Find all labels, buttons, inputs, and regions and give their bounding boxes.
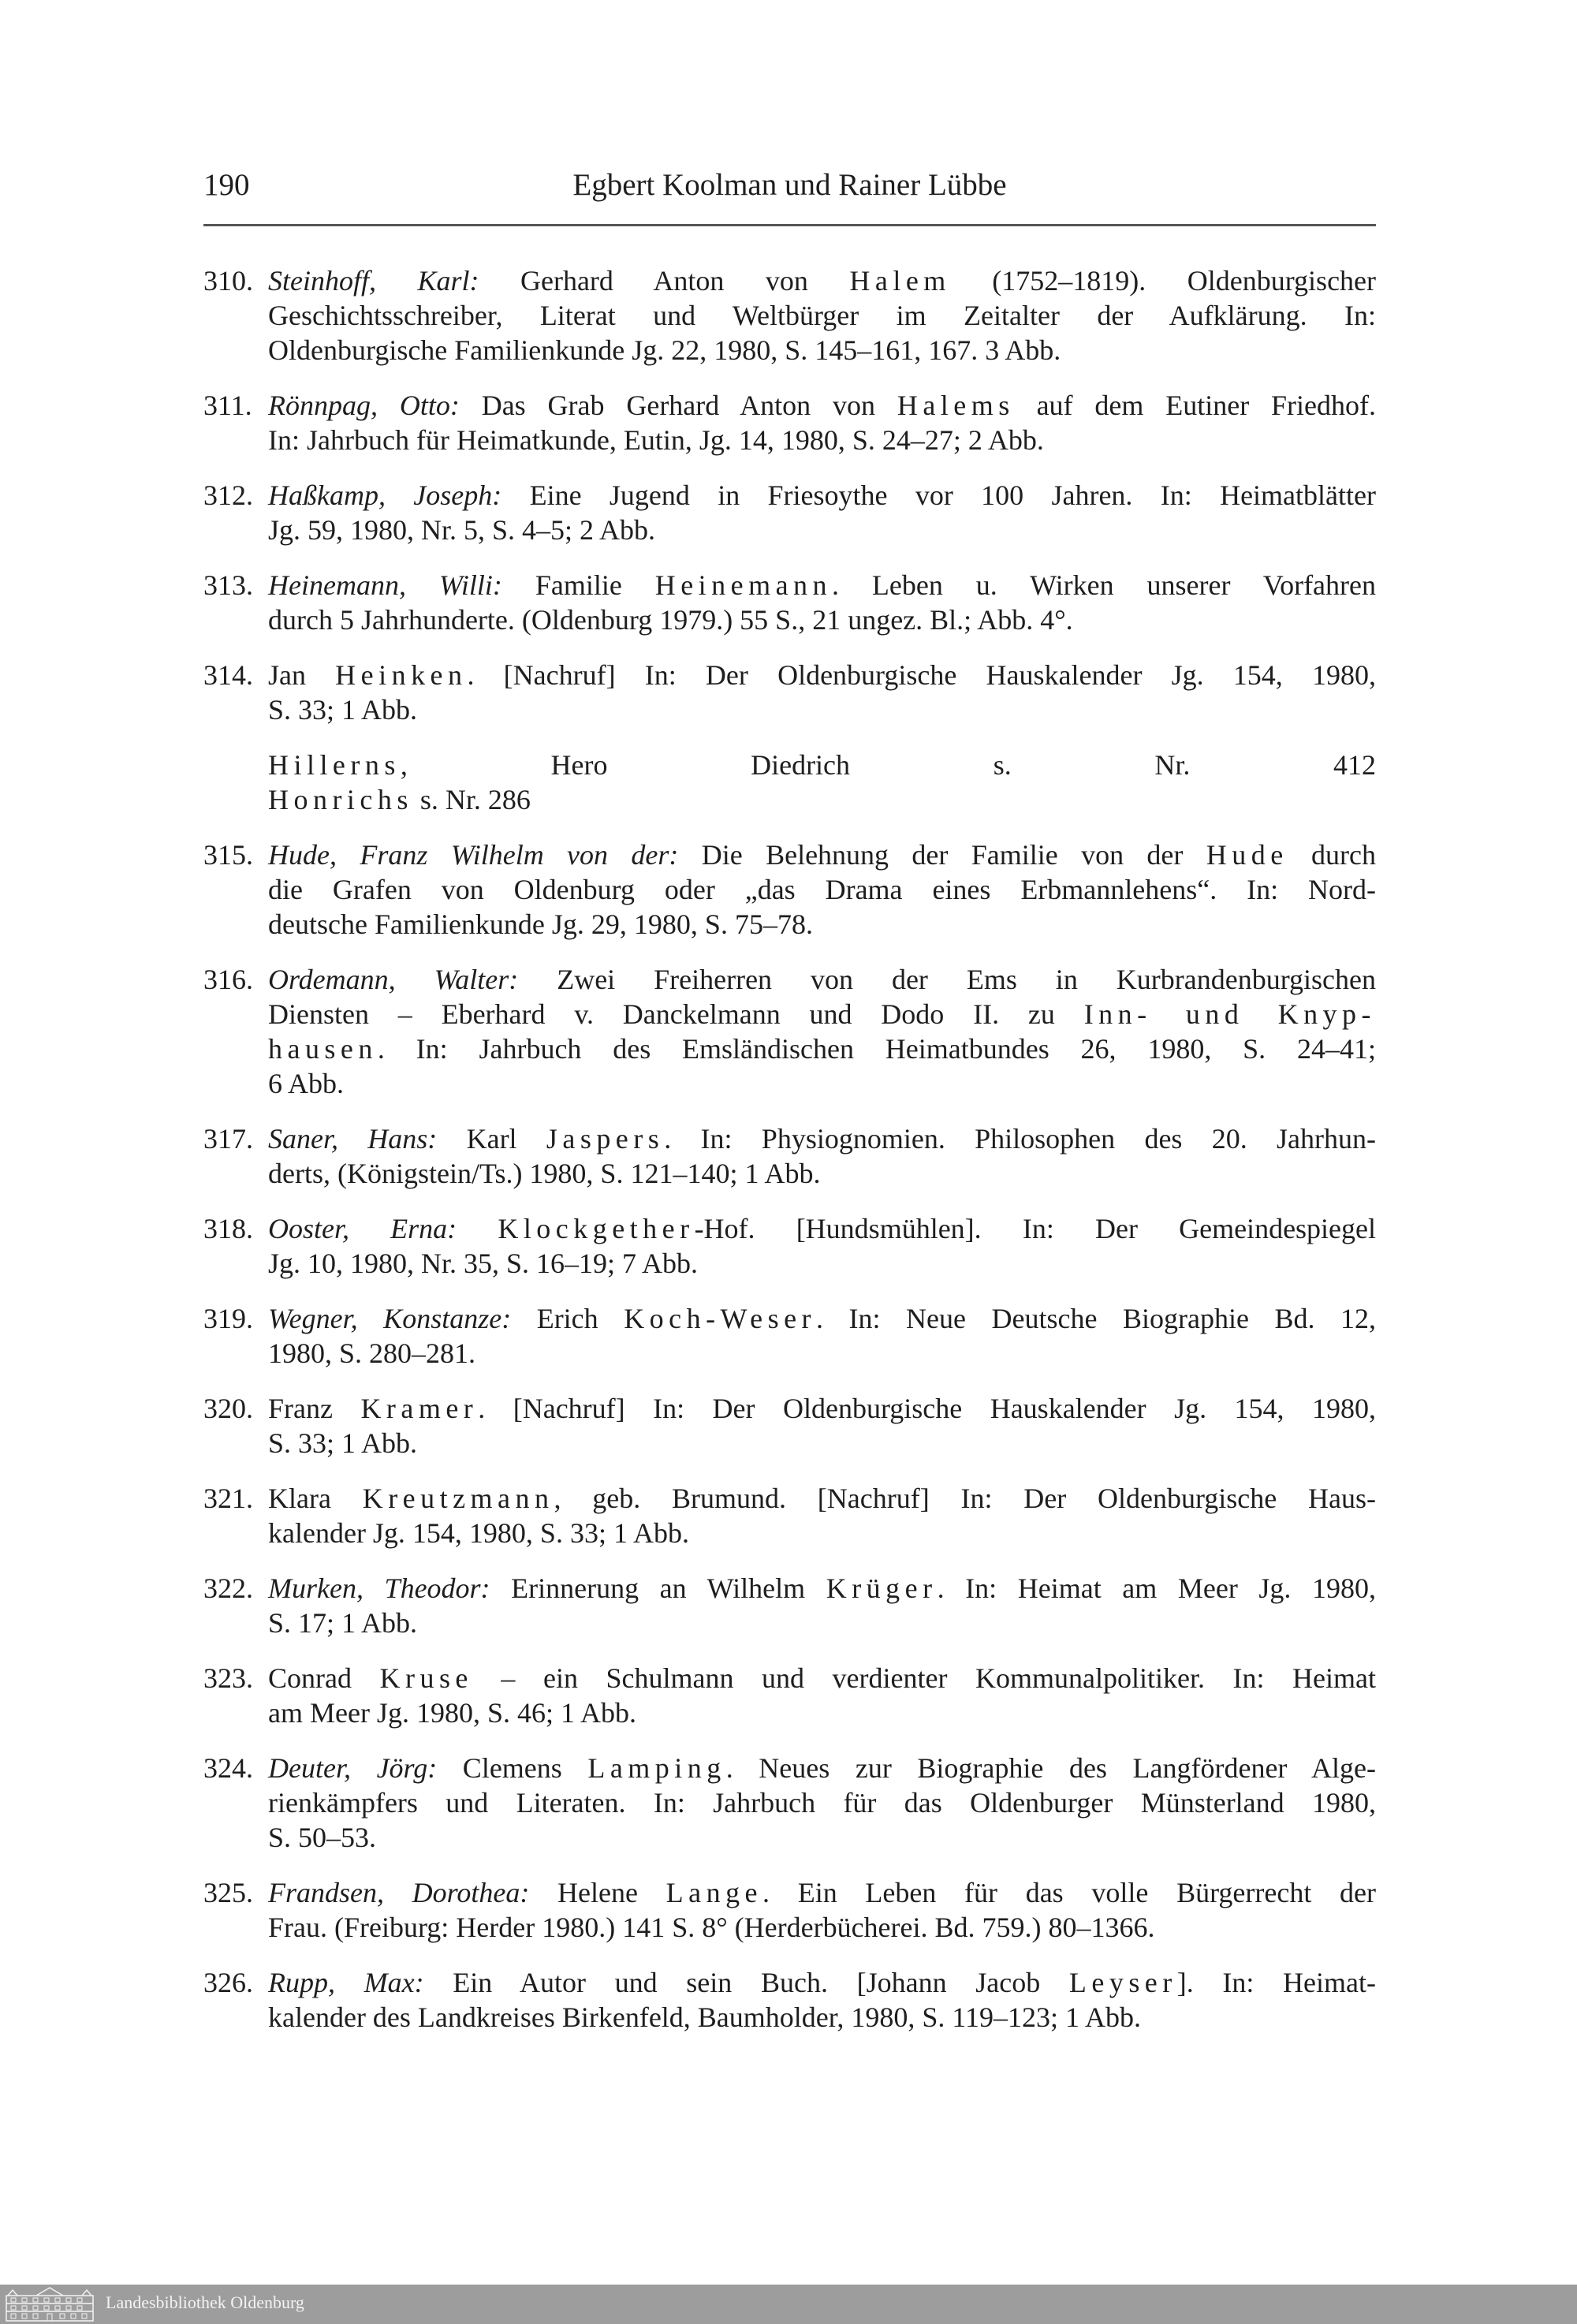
entry-line	[268, 1426, 1376, 1460]
entry-text: Geschichtsschreiber, Literat und Weltbürger im Zeitalter der Aufklärung. In:	[268, 300, 1376, 331]
entry-name-spaced: hausen	[268, 1033, 378, 1065]
entry-text: . Neues zur Biographie des Langfördener Alge-	[725, 1752, 1376, 1784]
bibliography-entry	[203, 748, 1376, 817]
entry-name-spaced: Honrichs	[268, 784, 413, 815]
entry-line	[268, 1661, 1376, 1695]
entry-author: Saner, Hans:	[268, 1123, 438, 1155]
entry-text: Jg. 10, 1980, Nr. 35, S. 16–19; 7 Abb.	[268, 1248, 699, 1279]
entry-text: . [Nachruf] In: Der Oldenburgische Hauskalender Jg. 154, 1980,	[467, 659, 1376, 691]
entry-line	[268, 782, 1376, 817]
page-number: 190	[203, 168, 250, 202]
entry-line	[268, 872, 1376, 907]
entry-text: Clemens	[437, 1752, 588, 1784]
entry-name-spaced: Halem	[849, 265, 951, 297]
entry-text: -Hof. [Hundsmühlen]. In: Der Gemeindespiegel	[694, 1213, 1377, 1244]
entry-name-spaced: Hude	[1206, 839, 1288, 871]
entry-number: 324.	[203, 1752, 253, 1784]
entry-text: Conrad	[268, 1662, 380, 1694]
entry-text: In: Jahrbuch für Heimatkunde, Eutin, Jg. 14, 1980, S. 24–27; 2 Abb.	[268, 424, 1044, 456]
entry-text: S. 17; 1 Abb.	[268, 1607, 418, 1639]
entry-line	[268, 1066, 1376, 1101]
entry-name-spaced: Halems	[897, 390, 1015, 421]
entry-author: Ordemann, Walter:	[268, 964, 519, 995]
entry-text: . In: Heimat am Meer Jg. 1980,	[937, 1572, 1376, 1604]
entry-line	[268, 1391, 1376, 1426]
entry-text: Eine Jugend in Friesoythe vor 100 Jahren. In: Heimatblätter	[501, 479, 1376, 511]
entry-author: Rupp, Max:	[268, 1967, 424, 1998]
entry-text: durch 5 Jahrhunderte. (Oldenburg 1979.) 55 S., 21 ungez. Bl.; Abb. 4°.	[268, 604, 1073, 636]
entry-text: Oldenburgische Familienkunde Jg. 22, 1980, S. 145–161, 167. 3 Abb.	[268, 334, 1061, 366]
entry-text: Zwei Freiherren von der Ems in Kurbrandenburgischen	[518, 964, 1376, 995]
entry-text: Klara	[268, 1483, 363, 1514]
entry-text: die Grafen von Oldenburg oder „das Drama eines Erbmannlehens“. In: Nord-	[268, 874, 1376, 905]
entry-author: Deuter, Jörg:	[268, 1752, 438, 1784]
running-title: Egbert Koolman und Rainer Lübbe	[572, 168, 1007, 202]
entry-text: S. 33; 1 Abb.	[268, 694, 418, 726]
entry-text: Franz	[268, 1393, 361, 1424]
entry-text: kalender des Landkreises Birkenfeld, Baumholder, 1980, S. 119–123; 1 Abb.	[268, 2001, 1142, 2033]
bibliography-entry	[203, 1965, 1376, 2035]
entry-line	[268, 1156, 1376, 1191]
entry-name-spaced: Klockgether	[498, 1213, 695, 1244]
entry-line	[268, 333, 1376, 367]
entry-text	[457, 1213, 498, 1244]
entry-text: Erich	[511, 1303, 624, 1334]
entry-text: . In: Physiognomien. Philosophen des 20. Jahrhun-	[664, 1123, 1376, 1155]
entry-line	[268, 1571, 1376, 1606]
entry-line	[268, 1211, 1376, 1246]
entry-line	[268, 1751, 1376, 1785]
entry-line	[268, 1481, 1376, 1516]
entry-line	[268, 568, 1376, 602]
entry-name-spaced: Hillerns	[268, 749, 401, 781]
entry-text: 6 Abb.	[268, 1068, 345, 1099]
entry-number: 320.	[203, 1393, 253, 1424]
entry-text: , geb. Brumund. [Nachruf] In: Der Oldenburgische Haus-	[554, 1483, 1376, 1514]
entry-text: Jg. 59, 1980, Nr. 5, S. 4–5; 2 Abb.	[268, 514, 656, 546]
entry-line	[268, 692, 1376, 727]
entry-line	[268, 513, 1376, 547]
entry-number: 316.	[203, 964, 253, 995]
entry-name-spaced: Lamping	[587, 1752, 726, 1784]
entry-text: deutsche Familienkunde Jg. 29, 1980, S. 75–78.	[268, 908, 813, 940]
entry-author: Hude, Franz Wilhelm von der:	[268, 839, 679, 871]
entry-name-spaced: Kreutzmann	[362, 1483, 554, 1514]
bibliography-entry	[203, 1571, 1376, 1640]
entry-number: 318.	[203, 1213, 253, 1244]
entry-line	[268, 1336, 1376, 1371]
entry-text: auf dem Eutiner Friedhof.	[1014, 390, 1377, 421]
entry-text: durch	[1288, 839, 1376, 871]
bibliography-entry	[203, 1301, 1376, 1371]
bibliography-entry	[203, 263, 1376, 367]
entry-line	[268, 1606, 1376, 1640]
bibliography-entry	[203, 962, 1376, 1101]
entry-line	[268, 1031, 1376, 1066]
bibliography-entry	[203, 1121, 1376, 1191]
entry-number: 321.	[203, 1483, 253, 1514]
bibliography-entry	[203, 837, 1376, 942]
bibliography-list	[203, 263, 1376, 2055]
entry-text: . [Nachruf] In: Der Oldenburgische Hauskalender Jg. 154, 1980,	[478, 1393, 1377, 1424]
entry-number: 314.	[203, 659, 253, 691]
entry-line	[268, 1965, 1376, 2000]
bibliography-entry	[203, 1211, 1376, 1281]
entry-line	[268, 658, 1376, 692]
entry-text: Karl	[437, 1123, 546, 1155]
entry-number: 322.	[203, 1572, 253, 1604]
entry-text: Erinnerung an Wilhelm	[490, 1572, 826, 1604]
entry-line	[268, 1695, 1376, 1730]
entry-text: Ein Autor und sein Buch. [Johann Jacob	[423, 1967, 1069, 1998]
entry-line	[268, 1121, 1376, 1156]
entry-line	[268, 602, 1376, 637]
entry-text: rienkämpfers und Literaten. In: Jahrbuch für das Oldenburger Münsterland 1980,	[268, 1787, 1376, 1819]
entry-name-spaced: Kruse	[379, 1662, 473, 1694]
entry-line	[268, 962, 1376, 997]
entry-line	[268, 298, 1376, 333]
entry-text: Familie	[501, 569, 655, 601]
entry-text: am Meer Jg. 1980, S. 46; 1 Abb.	[268, 1697, 636, 1729]
entry-line	[268, 1301, 1376, 1336]
bibliography-entry	[203, 658, 1376, 727]
bibliography-entry	[203, 568, 1376, 637]
entry-line	[268, 423, 1376, 457]
entry-line	[268, 478, 1376, 513]
bibliography-entry	[203, 1391, 1376, 1460]
bibliography-entry	[203, 388, 1376, 457]
entry-name-spaced: Kramer	[360, 1393, 479, 1424]
entry-name-spaced: Leyser	[1068, 1967, 1177, 1998]
entry-line	[268, 907, 1376, 942]
entry-name-spaced: Koch-Weser	[624, 1303, 817, 1334]
entry-text: . Leben u. Wirken unserer Vorfahren	[832, 569, 1377, 601]
entry-line	[268, 1246, 1376, 1281]
entry-number: 323.	[203, 1662, 253, 1694]
library-building-icon	[5, 2286, 96, 2322]
entry-text: derts, (Königstein/Ts.) 1980, S. 121–140; 1 Abb.	[268, 1158, 821, 1189]
entry-number: 326.	[203, 1967, 253, 1998]
entry-author: Frandsen, Dorothea:	[268, 1877, 530, 1908]
bibliography-entry	[203, 1751, 1376, 1855]
entry-name-spaced: Heinemann	[654, 569, 832, 601]
entry-text: Helene	[529, 1877, 666, 1908]
entry-author: Heinemann, Willi:	[268, 569, 502, 601]
entry-line	[268, 1785, 1376, 1820]
entry-author: Murken, Theodor:	[268, 1572, 490, 1604]
entry-text: Das Grab Gerhard Anton von	[459, 390, 897, 421]
entry-text: – ein Schulmann und verdienter Kommunalpolitiker. In: Heimat	[472, 1662, 1376, 1694]
library-name: Landesbibliothek Oldenburg	[106, 2292, 304, 2312]
entry-text: Jan	[268, 659, 336, 691]
entry-author: Steinhoff, Karl:	[268, 265, 479, 297]
entry-text: Diensten – Eberhard v. Danckelmann und Dodo II. zu	[268, 998, 1084, 1030]
footer-bar	[0, 2285, 1577, 2324]
entry-text: (1752–1819). Oldenburgischer	[950, 265, 1377, 297]
entry-text: . Ein Leben für das volle Bürgerrecht der	[762, 1877, 1376, 1908]
header-rule	[203, 224, 1376, 226]
entry-line	[268, 1820, 1376, 1855]
entry-number: 312.	[203, 479, 253, 511]
entry-name-spaced: Lange	[665, 1877, 763, 1908]
entry-author: Wegner, Konstanze:	[268, 1303, 512, 1334]
entry-number: 315.	[203, 839, 253, 871]
entry-author: Haßkamp, Joseph:	[268, 479, 502, 511]
entry-text: S. 33; 1 Abb.	[268, 1427, 418, 1459]
entry-author: Ooster, Erna:	[268, 1213, 457, 1244]
entry-text: Die Belehnung der Familie von der	[678, 839, 1206, 871]
entry-text: Gerhard Anton von	[479, 265, 850, 297]
entry-number: 319.	[203, 1303, 253, 1334]
entry-number: 311.	[203, 390, 252, 421]
entry-number: 310.	[203, 265, 253, 297]
entry-line	[268, 263, 1376, 298]
entry-author: Rönnpag, Otto:	[268, 390, 460, 421]
entry-text: . In: Jahrbuch des Emsländischen Heimatbundes 26, 1980, S. 24–41;	[377, 1033, 1376, 1065]
entry-line	[268, 388, 1376, 423]
entry-name-spaced: Inn- und Knyp-	[1083, 998, 1376, 1030]
entry-name-spaced: Jaspers	[546, 1123, 665, 1155]
entry-text: S. 50–53.	[268, 1822, 377, 1853]
entry-name-spaced: Krüger	[826, 1572, 938, 1604]
entry-text: ]. In: Heimat-	[1176, 1967, 1377, 1998]
entry-line	[268, 2000, 1376, 2035]
entry-line	[268, 748, 1376, 782]
bibliography-entry	[203, 1481, 1376, 1550]
entry-line	[268, 837, 1376, 872]
bibliography-entry	[203, 1661, 1376, 1730]
entry-number: 313.	[203, 569, 253, 601]
entry-line	[268, 997, 1376, 1031]
entry-number: 325.	[203, 1877, 253, 1908]
entry-number: 317.	[203, 1123, 253, 1155]
page-header	[203, 167, 1376, 207]
entry-text: Frau. (Freiburg: Herder 1980.) 141 S. 8° (Herderbücherei. Bd. 759.) 80–1366.	[268, 1912, 1155, 1943]
bibliography-entry	[203, 1875, 1376, 1945]
entry-line	[268, 1516, 1376, 1550]
entry-name-spaced: Heinken	[335, 659, 468, 691]
entry-text: . In: Neue Deutsche Biographie Bd. 12,	[816, 1303, 1376, 1334]
entry-line	[268, 1910, 1376, 1945]
entry-text: s. Nr. 286	[412, 784, 531, 815]
bibliography-entry	[203, 478, 1376, 547]
entry-text: 1980, S. 280–281.	[268, 1337, 476, 1369]
entry-text: , Hero Diedrich s. Nr. 412	[400, 749, 1376, 781]
entry-text: kalender Jg. 154, 1980, S. 33; 1 Abb.	[268, 1517, 689, 1549]
entry-line	[268, 1875, 1376, 1910]
